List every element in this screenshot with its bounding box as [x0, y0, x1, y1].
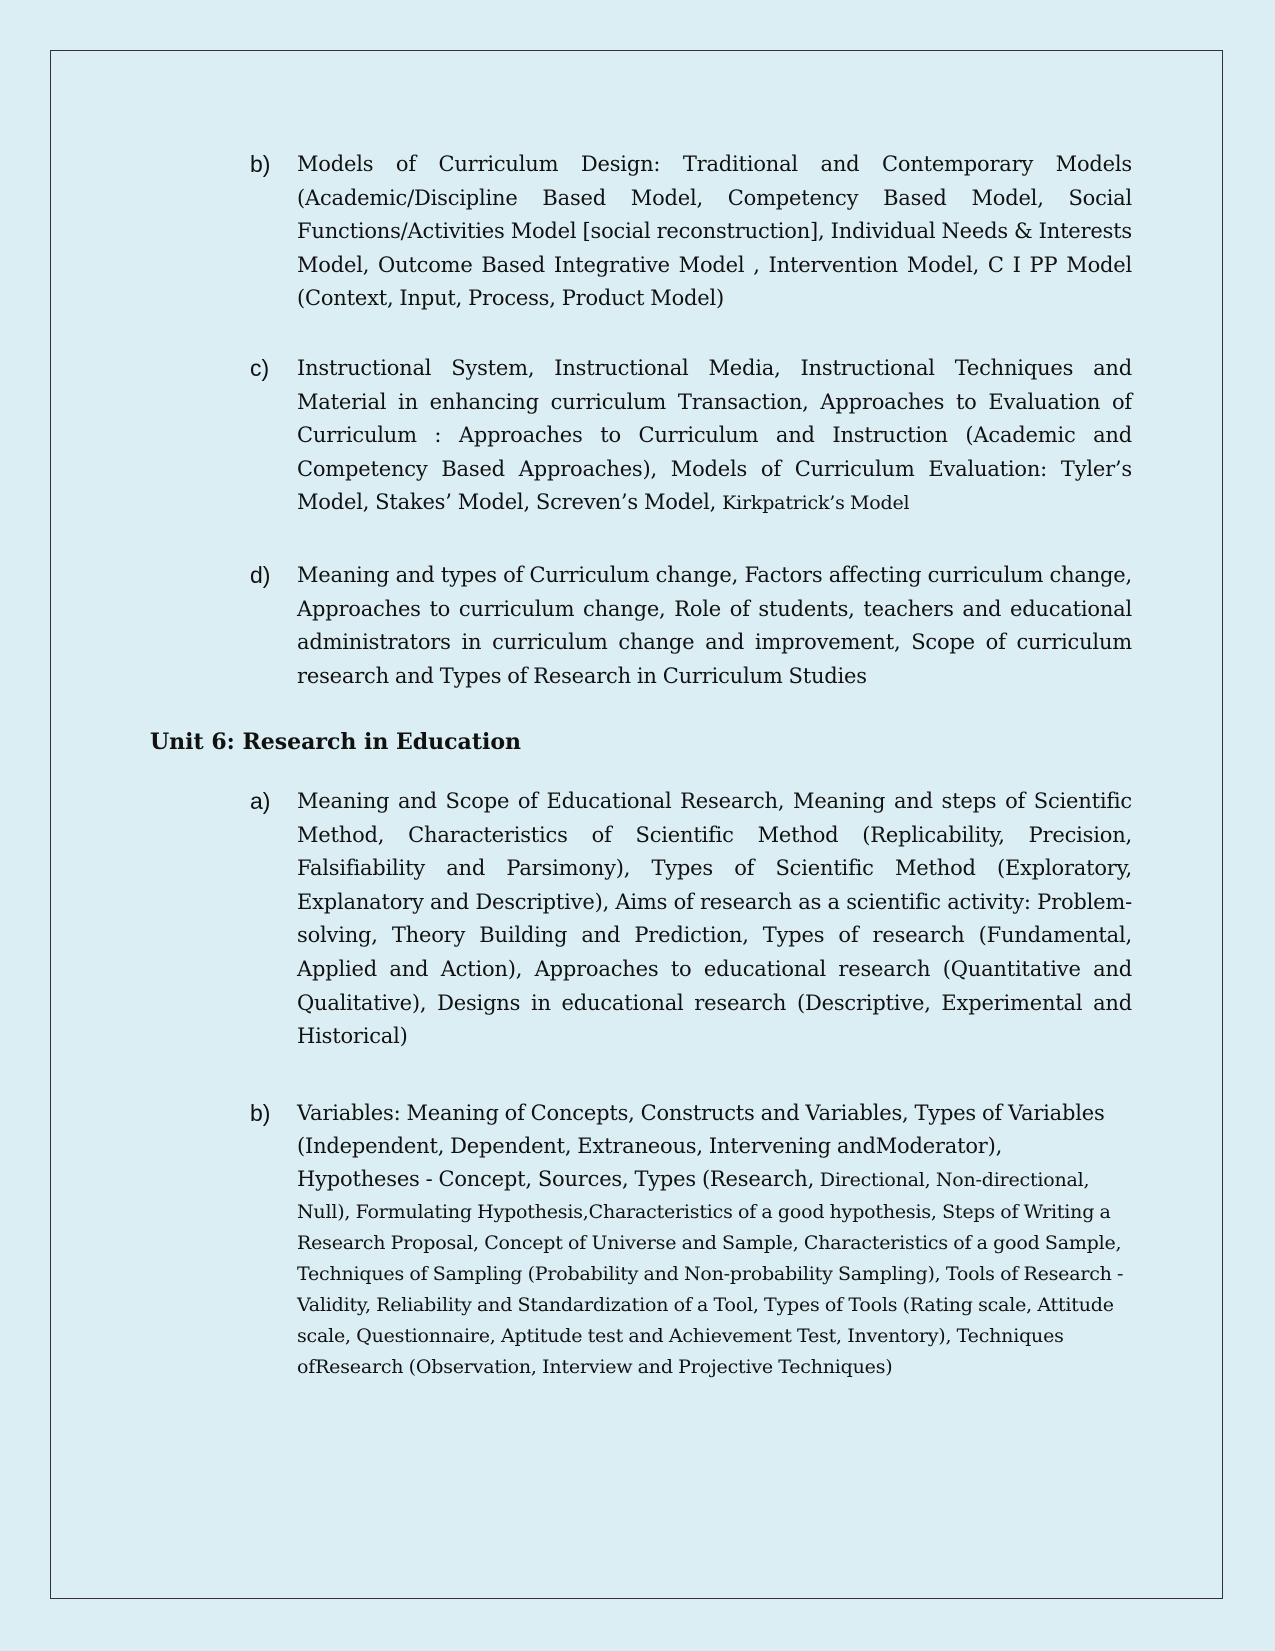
- list-item-d-curriculum-change: [250, 559, 1132, 693]
- text-paragraph: Null), Formulating Hypothesis,Characteristics of a good hypothesis, Steps of Writing a Research Proposal, Concept of Universe and Sample, Characteristics of a good Sample, Techniques of Sampling (Probability and Non-probability Sampling), Tools of Research - Validity, Reliability and Standardization of a Tool, Types of Tools (Rating scale, Attitude scale, Questionnaire, Aptitude test and Achievement Test, Inventory), Techniques ofResearch (Observation, Interview and Projective Techniques): [297, 1201, 1124, 1378]
- list-item-text-main: Instructional System, Instructional Media, Instructional Techniques and Material in enhancing curriculum Transaction, Approaches to Evaluation of Curriculum : Approaches to Curriculum and Instruction (Academic and Competency Based Approaches), Models of Curriculum Evaluation: Tyler’s Model, Stakes’ Model, Screven’s Model,: [297, 356, 1132, 515]
- list-item-b-variables: [250, 1097, 1132, 1383]
- list-item-text: Meaning and Scope of Educational Research, Meaning and steps of Scientific Method, Characteristics of Scientific Method (Replicability, Precision, Falsifiability and Parsimony), Types of Scientific Method (Exploratory, Explanatory and Descriptive), Aims of research as a scientific activity: Problem-solving, Theory Building and Prediction, Types of research (Fundamental, Applied and Action), Approaches to educational research (Quantitative and Qualitative), Designs in educational research (Descriptive, Experimental and Historical): [297, 789, 1132, 1049]
- text-line-large: Hypotheses - Concept, Sources, Types (Research,: [297, 1167, 815, 1191]
- list-item-text: [297, 1097, 1132, 1383]
- list-item-c-instructional-system: [250, 352, 1132, 521]
- list-item-a-educational-research: [250, 785, 1132, 1054]
- list-item-text: [297, 352, 1132, 521]
- list-marker: a): [250, 788, 271, 814]
- list-item-b-curriculum-design: [250, 148, 1132, 316]
- list-marker: d): [250, 562, 271, 588]
- list-item-text: Models of Curriculum Design: Traditional and Contemporary Models (Academic/Discipline Based Model, Competency Based Model, Social Functions/Activities Model [social reconstruction], Individual Needs & Interests Model, Outcome Based Integrative Model , Intervention Model, C I PP Model (Context, Input, Process, Product Model): [297, 152, 1132, 311]
- list-item-text-small: Kirkpatrick’s Model: [722, 492, 910, 515]
- text-line: (Independent, Dependent, Extraneous, Intervening andModerator),: [297, 1134, 1003, 1158]
- list-item-text: Meaning and types of Curriculum change, Factors affecting curriculum change, Approaches to curriculum change, Role of students, teachers and educational administrators in curriculum change and improvement, Scope of curriculum research and Types of Research in Curriculum Studies: [297, 563, 1132, 688]
- text-line-small: Directional, Non-directional,: [819, 1169, 1090, 1191]
- text-line: Variables: Meaning of Concepts, Constructs and Variables, Types of Variables: [297, 1101, 1105, 1125]
- section-heading-unit-6: Unit 6: Research in Education: [150, 729, 522, 755]
- list-marker: b): [250, 151, 271, 177]
- text-line: [297, 1163, 1132, 1197]
- list-marker: b): [250, 1100, 271, 1126]
- list-marker: c): [250, 355, 270, 381]
